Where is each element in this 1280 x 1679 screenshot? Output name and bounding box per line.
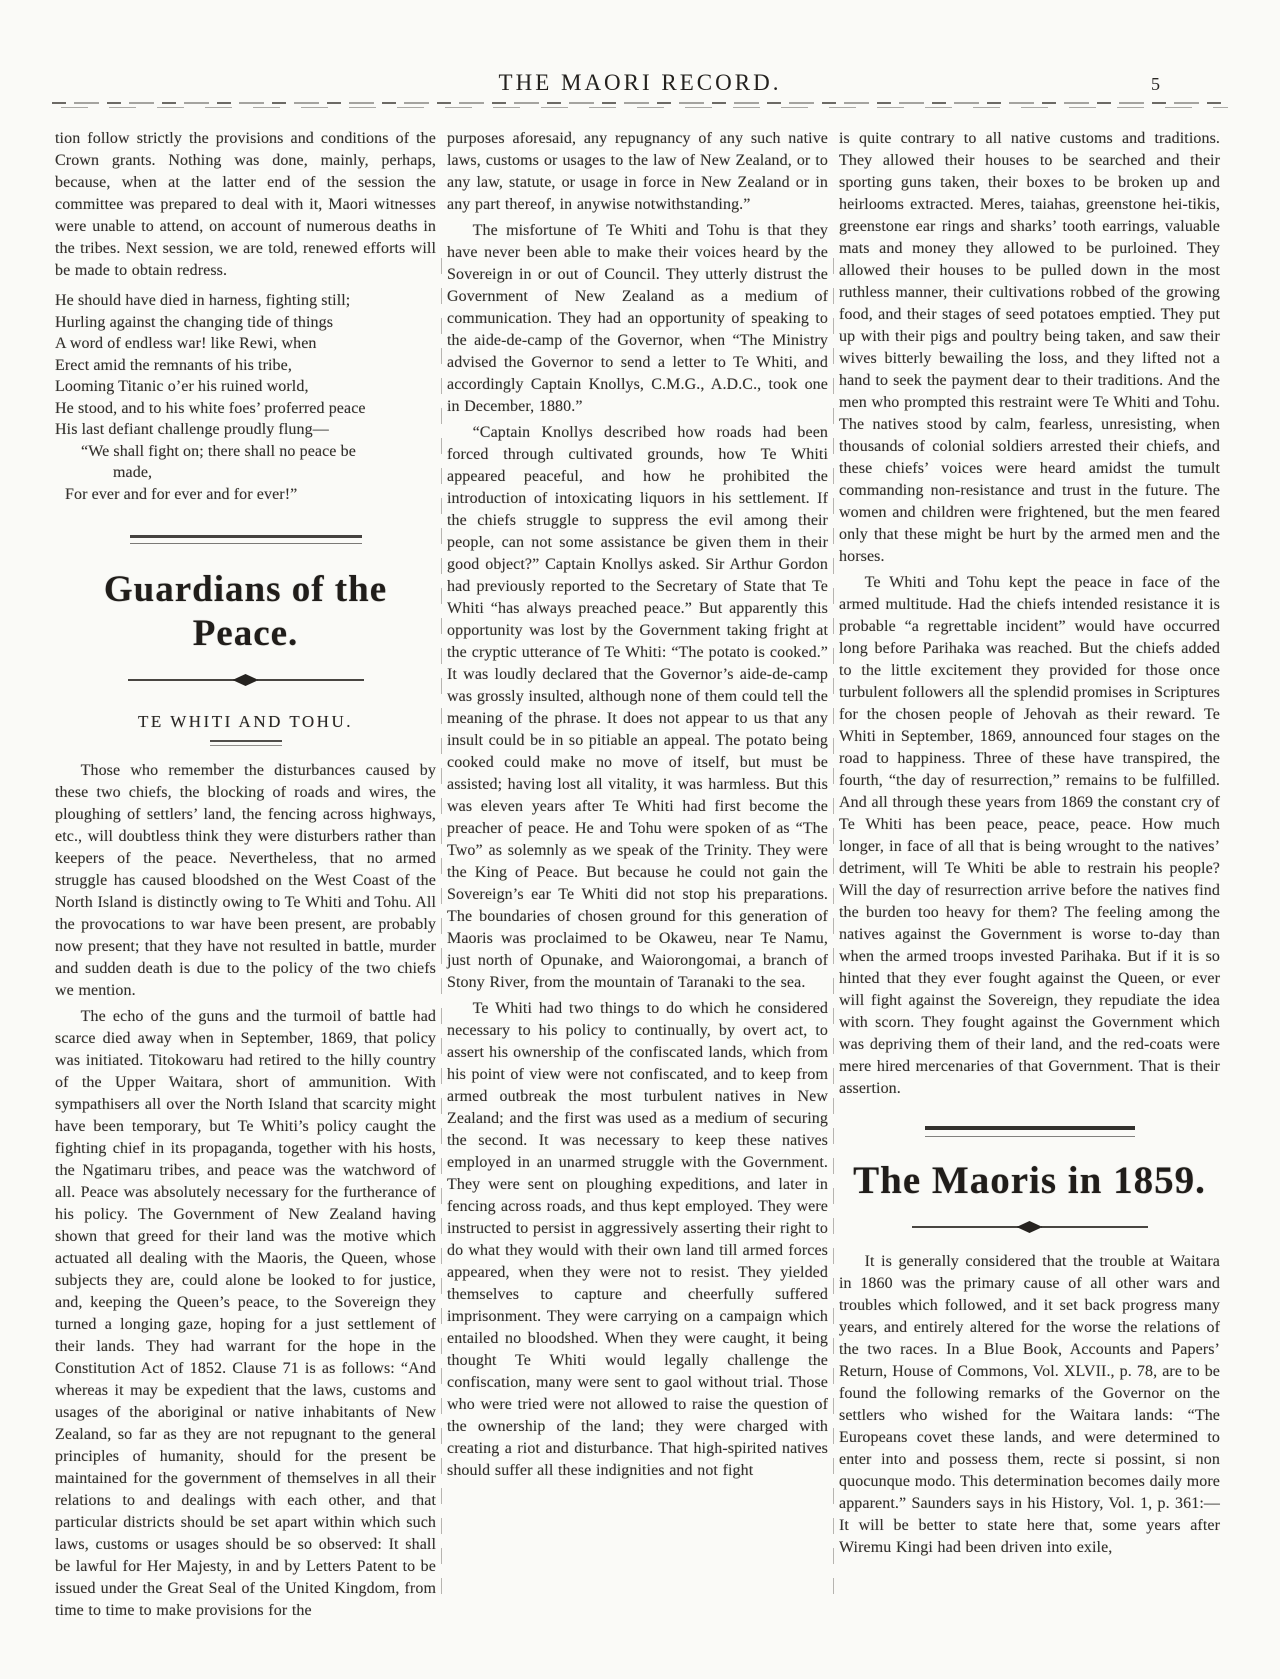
crosshead-rule	[210, 740, 282, 746]
diamond-rule-ornament	[128, 674, 364, 686]
article-header-maoris-1859	[839, 1126, 1220, 1251]
diamond-icon	[1017, 1221, 1043, 1233]
headline-line: Peace.	[192, 613, 299, 654]
masthead-title: THE MAORI RECORD.	[498, 70, 782, 95]
ornament-line	[912, 1226, 1019, 1228]
poem-line: Looming Titanic o’er his ruined world,	[55, 378, 309, 395]
column-layout	[55, 128, 1225, 1679]
paragraph: It is generally considered that the trouble at Waitara in 1860 was the primary cause of all other wars and troubles which followed, and it set back progress many years, and entirely altered for the worse the relations of the two races. In a Blue Book, Accounts and Papers’ Return, House of Commons, Vol. XLVII., p. 78, are to be found the following remarks of the Governor on the settlers who wished for the Waitara lands: “The Europeans covet these lands, and were determined to enter into and possess them, recte si possint, si non quocunque modo. This determination becomes daily more apparent.” Saunders says in his History, Vol. 1, p. 361:— It will be better to state here that, some years after Wiremu Kingi had been driven into exile,	[839, 1253, 1220, 1556]
diamond-rule-ornament	[912, 1221, 1148, 1233]
page-number: 5	[1151, 74, 1160, 94]
paragraph: Those who remember the disturbances caused by these two chiefs, the blocking of roads and wires, the ploughing of settlers’ land, the fencing across highways, etc., will doubtless think they were disturbers rather than keepers of the peace. Nevertheless, that no armed struggle has caused bloodshed on the West Coast of the North Island is distinctly owing to Te Whiti and Tohu. All the provocations to war have been present, are probably now present; that they have not resulted in battle, murder and sudden death is due to the policy of the two chiefs we mention.	[55, 762, 436, 999]
article-title-guardians-of-the-peace	[55, 568, 436, 656]
column-divider-rule	[441, 258, 442, 1599]
dashed-rule-top	[52, 102, 1228, 104]
paragraph-continuation: purposes aforesaid, any repugnancy of any such native laws, customs or usages to the law of New Zealand, or to any law, statute, or usage in force in New Zealand or in any part thereof, in anywise notwithstanding.”	[447, 130, 828, 213]
paragraph: The misfortune of Te Whiti and Tohu is that they have never been able to make their voices heard by the Sovereign in or out of Council. They utterly distrust the Government of New Zealand as a medium of communication. They had an opportunity of speaking to the aide-de-camp of the Governor, when “The Ministry advised the Governor to send a letter to Te Whiti, and accordingly Captain Knollys, C.M.G., A.D.C., took one in December, 1880.”	[447, 222, 828, 415]
spacer	[839, 1237, 1220, 1251]
diamond-icon	[233, 674, 259, 686]
poem-line: He should have died in harness, fighting still;	[55, 292, 351, 309]
column-1	[55, 128, 436, 1679]
paragraph: Te Whiti had two things to do which he considered necessary to his policy to continually, by overt act, to assert his ownership of the confiscated lands, which from his point of view were not confiscated, and to keep from armed outbreak the most turbulent natives in New Zealand; and the first was used as a medium of securing the second. It was necessary to keep these natives employed in an unarmed struggle with the Government. They were sent on ploughing expeditions, and later in fencing across roads, and thus kept employed. They were instructed to persist in aggressively asserting their right to do what they would with their own land till armed forces appeared, when they were not to resist. They yielded themselves to capture and cheerfully suffered imprisonment. They were carrying on a campaign which entailed no bloodshed. When they were caught, it being thought Te Whiti would legally challenge the confiscation, many were sent to gaol without trial. Those who were tried were not allowed to raise the question of the ownership of the land; they were charged with creating a riot and disturbance. That high-spirited natives should suffer all these indignities and not fight	[447, 1000, 828, 1479]
ornament-line	[1041, 1226, 1148, 1228]
column-3	[839, 128, 1220, 1679]
section-divider-rule	[925, 1126, 1135, 1137]
masthead-rule	[52, 102, 1228, 112]
article-header-guardians	[55, 535, 436, 746]
poem-line: Erect amid the remnants of his tribe,	[55, 356, 292, 374]
poem-line: A word of endless war! like Rewi, when	[55, 335, 317, 352]
section-divider-rule	[130, 535, 362, 544]
poem-line: Hurling against the changing tide of things	[55, 313, 334, 331]
paragraph: “Captain Knollys described how roads had been forced through cultivated grounds, how Te Whiti appeared peaceful, and how he prohibited the introduction of intoxicating liquors in his settlement. If the chiefs struggle to suppress the evil among their people, can not some assistance be given them in their good object?” Captain Knollys asked. Sir Arthur Gordon had previously reported to the Secretary of State that Te Whiti “has always preached peace.” But apparently this opportunity was lost by the Government taking fright at the cryptic utterance of Te Whiti: “The potato is cooked.” It was loudly declared that the Governor’s aide-de-camp was grossly insulted, although none of them could tell the meaning of the phrase. It does not appear to us that any insult could be in so pitiable an appeal. The potato being cooked could make no move of itself, but must be assisted; having lost all vitality, it was harmless. But this was eleven years after Te Whiti had first become the preacher of peace. He and Tohu were spoken of as “The Two” as solemnly as we speak of the Trinity. They were the King of Peace. But because he could not gain the Sovereign’s ear Te Whiti did not stop his preparations. The boundaries of chosen ground for this generation of Maoris was proclaimed to be Okaweu, near Te Namu, just north of Opunake, and Waiorongomai, a branch of Stony River, from the mountain of Taranaki to the sea.	[447, 424, 828, 991]
poem-line: made,	[113, 464, 153, 481]
poem-line: “We shall fight on; there shall no peace be	[81, 442, 356, 460]
poem-line: He stood, and to his white foes’ proferred peace	[55, 399, 366, 417]
ornament-line	[128, 679, 235, 681]
headline-line: Guardians of the	[103, 569, 388, 610]
paragraph: Te Whiti and Tohu kept the peace in face of the armed multitude. Had the chiefs intended resistance it is probable “a regrettable incident” would have occurred long before Parihaka was reached. But the chiefs added to the little excitement they provided for those once turbulent followers all the splendid promises in Scriptures for the chosen people of Jehovah as their reward. Te Whiti in September, 1869, announced four stages on the road to happiness. Three of these have transpired, the fourth, “the day of resurrection,” remains to be fulfilled. And all through these years from 1869 the constant cry of Te Whiti has been peace, peace, peace. How much longer, in face of all that is being wrought to the natives’ detriment, will Te Whiti be able to restrain his people? Will the day of resurrection arrive before the natives find the burden too heavy for them? The feeling among the natives against the Government is worse to-day than when the armed troops invested Parihaka. But if it is so hinted that they ever fought against the Queen, or ever will fight against the Sovereign, they repudiate the idea with scorn. They fought against the Government which was depriving them of their land, and the red-coats were mere hired mercenaries of that Government. That is their assertion.	[839, 574, 1220, 1097]
poem-block	[55, 290, 436, 505]
article-title-the-maoris-in-1859: The Maoris in 1859.	[853, 1159, 1206, 1202]
masthead	[0, 0, 1280, 100]
ornament-line	[257, 679, 364, 681]
column-2	[447, 128, 828, 1679]
column-divider-rule	[833, 258, 834, 1599]
paragraph: The echo of the guns and the turmoil of battle had scarce died away when in September, 1869, that policy was initiated. Titokowaru had retired to the hilly country of the Upper Waitara, short of ammunition. With sympathisers all over the North Island that scarcity might have been temporary, but Te Whiti’s policy caught the fighting chief in its propaganda, together with his hosts, the Ngatimaru tribes, and peace was the watchword of all. Peace was absolutely necessary for the furtherance of his policy. The Government of New Zealand having shown that greed for their land was the motive which actuated all dealing with the Maoris, the Queen, whose subjects they are, could alone be looked to for justice, and, keeping the Queen’s peace, to the Sovereign they turned a longing gaze, hoping for a just settlement of their lands. They had warrant for the hope in the Constitution Act of 1852. Clause 71 is as follows: “And whereas it may be expedient that the laws, customs and usages of the aboriginal or native inhabitants of New Zealand, so far as they are not repugnant to the general principles of humanity, should for the present be maintained for the government of themselves in all their relations to and dealings with each other, and that particular districts should be set apart within which such laws, customs or usages should be so observed: It shall be lawful for Her Majesty, in and by Letters Patent to be issued under the Great Seal of the United Kingdom, from time to time to make provisions for the	[55, 1008, 436, 1619]
poem-line: His last defiant challenge proudly flung—	[55, 421, 329, 438]
paragraph-continuation: is quite contrary to all native customs and traditions. They allowed their houses to be searched and their sporting guns taken, their boxes to be broken up and heirlooms extracted. Meres, taiahas, greenstone hei-tikis, greenstone ear rings and sharks’ tooth earrings, valuable mats and money they allowed to be purloined. They allowed their houses to be pulled down in the most ruthless manner, their cultivations robbed of the growing food, and their stages of seed potatoes emptied. They put up with their pigs and poultry being taken, and saw their wives bitterly bewailing the loss, and they lifted not a hand to seek the payment dear to their traditions. And the men who prompted this restraint were Te Whiti and Tohu. The natives stood by calm, fearless, unresisting, when thousands of colonial soldiers arrested their chiefs, and these chiefs’ voices were heard amidst the tumult commanding non-resistance and trust in the future. The women and children were frightened, but the men feared only that these might be hurt by the armed men and the horses.	[839, 130, 1220, 565]
poem-line: For ever and for ever and for ever!”	[65, 485, 298, 503]
paragraph-continuation: tion follow strictly the provisions and conditions of the Crown grants. Nothing was done, mainly, perhaps, because, when at the latter end of the session the committee was prepared to deal with it, Maori witnesses were unable to attend, on account of numerous deaths in the tribes. Next session, we are told, renewed efforts will be made to obtain redress.	[55, 130, 436, 279]
section-heading-te-whiti-and-tohu: TE WHITI AND TOHU.	[138, 712, 353, 731]
dashed-rule-bottom	[52, 107, 1228, 108]
